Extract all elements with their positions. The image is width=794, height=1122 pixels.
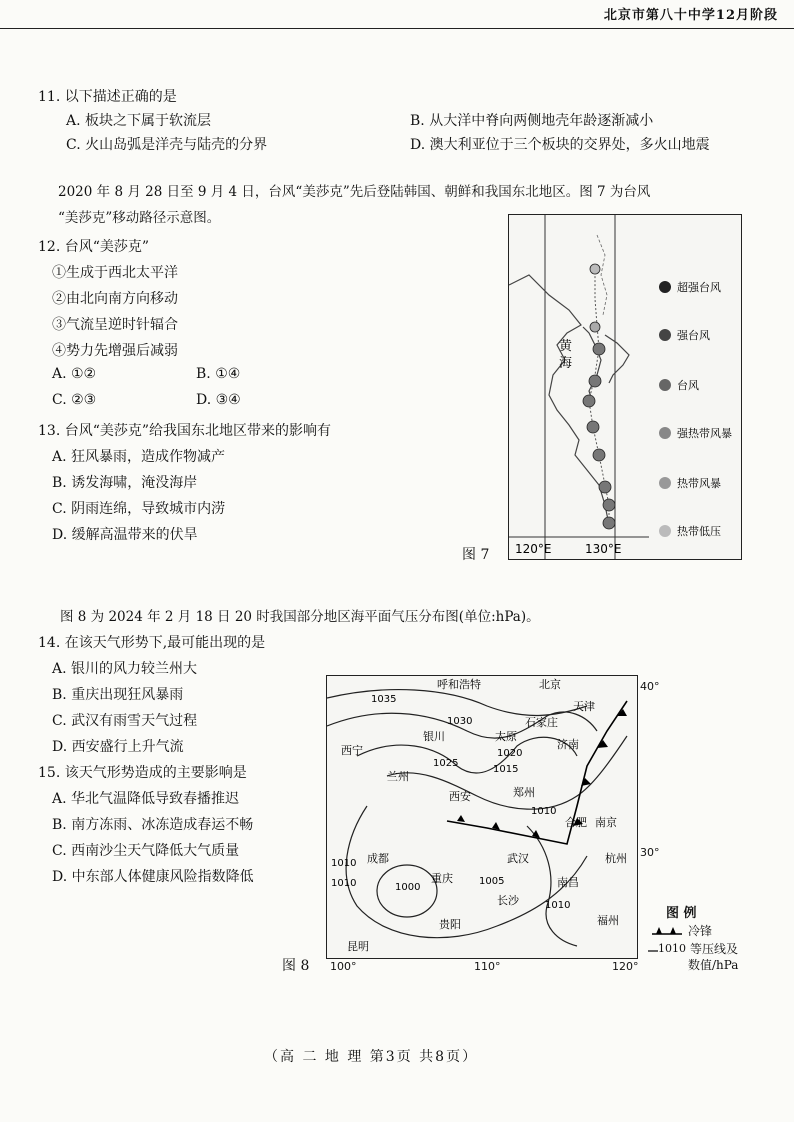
q12-statement-2: ②由北向南方向移动 <box>52 291 178 307</box>
fig7-sea-label-1: 黄 <box>559 339 573 354</box>
q11-stem: 11. 以下描述正确的是 <box>38 89 177 105</box>
page-footer: （高 二 地 理 第3页 共8页） <box>264 1049 479 1065</box>
fig7-legend-symbol <box>659 427 671 439</box>
q11-option-a: A. 板块之下属于软流层 <box>66 113 212 129</box>
fig8-isobar-value: 1020 <box>497 748 523 759</box>
intro-fig7-line2: “美莎克”移动路径示意图。 <box>58 210 221 226</box>
fig8-isobar-value: 1010 <box>531 806 557 817</box>
fig8-city: 兰州 <box>387 770 409 783</box>
intro-fig7-line1: 2020 年 8 月 28 日至 9 月 4 日，台风“美莎克”先后登陆韩国、朝鲜和我国东北地区。图 7 为台风 <box>58 184 651 200</box>
fig7-legend-5: 热带风暴 <box>677 477 721 490</box>
q12-option-c: C. ②③ <box>52 392 97 408</box>
q15-option-a: A. 华北气温降低导致春播推迟 <box>52 791 240 807</box>
fig8-lon-120: 120° <box>612 960 639 973</box>
fig7-legend-symbol <box>659 379 671 391</box>
fig8-city: 重庆 <box>431 872 453 885</box>
fig8-isobar-value: 1010 <box>331 858 357 869</box>
fig8-legend-front-triangle <box>656 927 662 934</box>
fig7-track-point <box>589 375 601 387</box>
fig7-legend-symbol <box>659 281 671 293</box>
q13-option-a: A. 狂风暴雨，造成作物减产 <box>52 449 226 465</box>
fig7-caption: 图 7 <box>462 547 490 563</box>
fig7-track-point <box>593 449 605 461</box>
fig8-city: 南昌 <box>557 876 579 889</box>
fig8-lat-40: 40° <box>640 680 660 693</box>
fig8-isobar-value: 1030 <box>447 716 473 727</box>
fig8-city: 石家庄 <box>525 716 558 729</box>
fig7-track-point <box>587 421 599 433</box>
fig7-lon-130: 130°E <box>585 542 622 556</box>
q11-option-c: C. 火山岛弧是洋壳与陆壳的分界 <box>66 137 268 153</box>
fig8-isobar-value: 1035 <box>371 694 397 705</box>
fig8-city: 长沙 <box>497 894 519 907</box>
fig8-city: 杭州 <box>605 852 627 865</box>
fig8-isobar <box>346 806 587 938</box>
fig8-isobar-value: 1010 <box>331 878 357 889</box>
q12-statement-3: ③气流呈逆时针辐合 <box>52 317 178 333</box>
fig7-legend-symbol <box>659 525 671 537</box>
fig8-legend-front-triangle <box>670 927 676 934</box>
fig7-legend-2: 强台风 <box>677 329 710 342</box>
fig7-sea-label-2: 海 <box>559 356 573 371</box>
q13-option-c: C. 阴雨连绵，导致城市内涝 <box>52 501 226 517</box>
q14-option-a: A. 银川的风力较兰州大 <box>52 661 198 677</box>
q15-option-d: D. 中东部人体健康风险指数降低 <box>52 869 254 885</box>
fig7-lon-120: 120°E <box>515 542 552 556</box>
fig7-legend-1: 超强台风 <box>677 281 721 294</box>
fig8-city: 成都 <box>367 852 389 865</box>
q14-stem: 14. 在该天气形势下,最可能出现的是 <box>38 635 266 651</box>
q14-option-b: B. 重庆出现狂风暴雨 <box>52 687 184 703</box>
page-header: 北京市第八十中学12月阶段 <box>603 8 778 23</box>
fig8-city: 太原 <box>495 730 517 743</box>
fig8-city: 济南 <box>557 738 579 751</box>
fig8-isobar-value: 1025 <box>433 758 459 769</box>
fig8-city: 呼和浩特 <box>437 678 481 691</box>
fig8-lat-30: 30° <box>640 846 660 859</box>
fig8-isobar-value: 1005 <box>479 876 505 887</box>
q11-option-d: D. 澳大利亚位于三个板块的交界处，多火山地震 <box>410 137 710 153</box>
fig8-city: 西宁 <box>341 744 363 757</box>
fig7-track-point <box>593 343 605 355</box>
fig8-legend-isobar-label-2: 数值/hPa <box>688 958 739 972</box>
fig8-legend-isobar-icon <box>648 946 658 956</box>
fig8-isobar-value: 1015 <box>493 764 519 775</box>
header-rule <box>0 28 794 29</box>
fig8-city: 西安 <box>449 790 471 803</box>
fig7-track-point <box>590 264 600 274</box>
fig7-legend-symbol <box>659 329 671 341</box>
fig7-typhoon-map <box>508 214 742 560</box>
q15-option-c: C. 西南沙尘天气降低大气质量 <box>52 843 240 859</box>
fig8-legend-isobar-value: 1010 <box>658 942 686 955</box>
q12-option-a: A. ①② <box>52 366 97 382</box>
fig7-coastline-japan <box>605 335 629 383</box>
q12-option-d: D. ③④ <box>196 392 241 408</box>
fig8-city: 合肥 <box>565 816 587 829</box>
q11-option-b: B. 从大洋中脊向两侧地壳年龄逐渐减小 <box>410 113 654 129</box>
fig7-svg <box>509 215 741 559</box>
fig7-legend-3: 台风 <box>677 379 699 392</box>
fig8-legend-title: 图 例 <box>666 906 697 921</box>
fig8-isobar <box>357 737 577 773</box>
fig8-isobar-value: 1010 <box>545 900 571 911</box>
fig8-city: 贵阳 <box>439 918 461 931</box>
fig8-isobar <box>327 690 587 716</box>
q13-stem: 13. 台风“美莎克”给我国东北地区带来的影响有 <box>38 423 332 439</box>
fig8-svg <box>327 676 637 958</box>
fig8-city: 银川 <box>423 730 445 743</box>
fig7-track-point <box>603 517 615 529</box>
fig8-city: 南京 <box>595 816 617 829</box>
q12-statement-1: ①生成于西北太平洋 <box>52 265 178 281</box>
fig7-legend <box>659 280 732 538</box>
q15-option-b: B. 南方冻雨、冰冻造成春运不畅 <box>52 817 254 833</box>
fig8-lon-110: 110° <box>474 960 501 973</box>
fig7-track-point <box>603 499 615 511</box>
fig8-city: 郑州 <box>513 786 535 799</box>
fig8-city: 福州 <box>597 914 619 927</box>
q12-stem: 12. 台风“美莎克” <box>38 239 150 255</box>
fig7-track-point <box>590 322 600 332</box>
q14-option-d: D. 西安盛行上升气流 <box>52 739 184 755</box>
q15-stem: 15. 该天气形势造成的主要影响是 <box>38 765 247 781</box>
fig8-lon-100: 100° <box>330 960 357 973</box>
fig8-city: 北京 <box>539 678 561 691</box>
fig7-legend-4: 强热带风暴 <box>677 427 732 440</box>
q14-option-c: C. 武汉有雨雪天气过程 <box>52 713 198 729</box>
fig7-track-point <box>583 395 595 407</box>
q12-statement-4: ④势力先增强后减弱 <box>52 343 178 359</box>
q13-option-b: B. 诱发海啸，淹没海岸 <box>52 475 198 491</box>
fig8-pressure-map <box>326 675 638 959</box>
fig8-caption: 图 8 <box>282 958 310 974</box>
fig8-legend-front-label: 冷锋 <box>688 924 713 938</box>
fig7-legend-symbol <box>659 477 671 489</box>
fig7-border <box>597 235 607 315</box>
fig8-city: 武汉 <box>507 852 529 865</box>
q12-option-b: B. ①④ <box>196 366 241 382</box>
fig8-legend-front-icon <box>650 922 684 938</box>
fig8-city: 天津 <box>573 700 595 713</box>
q13-option-d: D. 缓解高温带来的伏旱 <box>52 527 198 543</box>
fig8-legend-isobar-label-1: 等压线及 <box>690 942 739 956</box>
fig7-track-point <box>599 481 611 493</box>
fig8-isobar-value: 1000 <box>395 882 421 893</box>
intro-fig8: 图 8 为 2024 年 2 月 18 日 20 时我国部分地区海平面气压分布图(单位:hPa)。 <box>60 609 540 625</box>
fig7-legend-6: 热带低压 <box>677 525 721 538</box>
fig8-front-triangle <box>457 815 465 822</box>
fig7-coastline-korea <box>583 327 601 403</box>
fig8-city: 昆明 <box>347 940 369 953</box>
